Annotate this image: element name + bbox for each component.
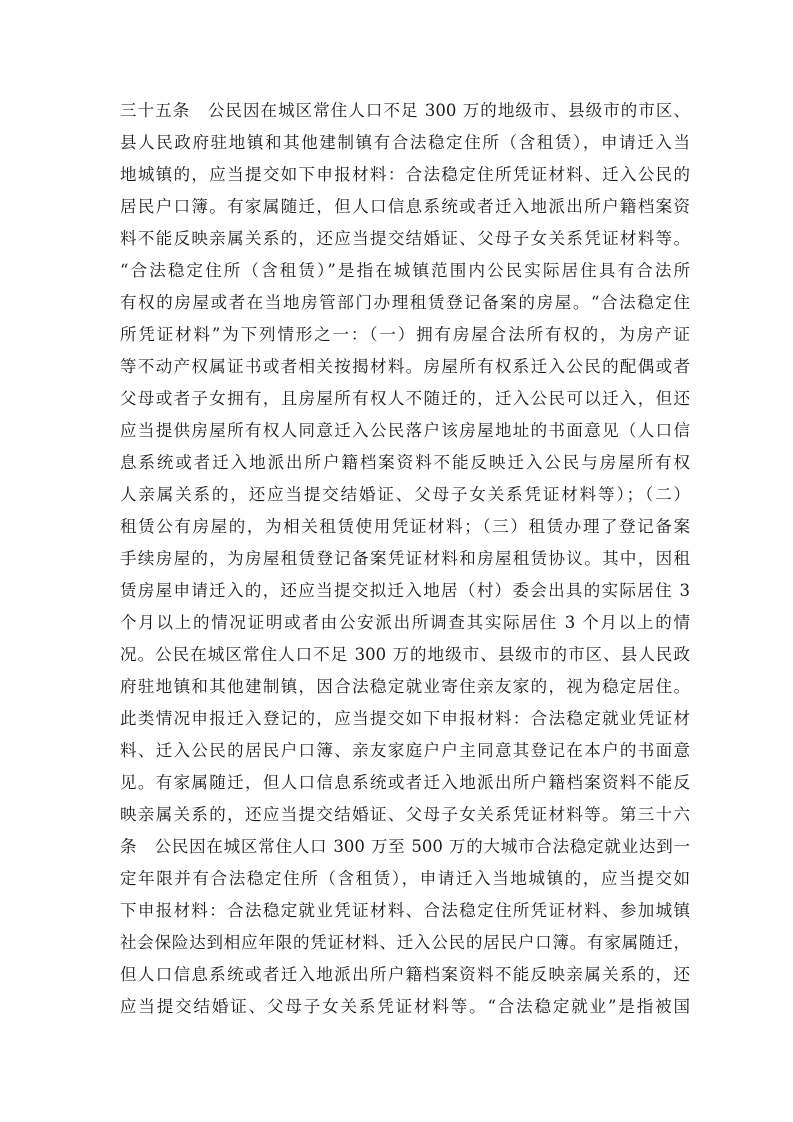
text-line: 地城镇的，应当提交如下申报材料：合法稳定住所凭证材料、迁入公民的 [120,165,690,184]
text-line: 所凭证材料”为下列情形之一：（一）拥有房屋合法所有权的，为房产证 [120,325,690,344]
text-line: 况。公民在城区常住人口不足 300 万的地级市、县级市的市区、县人民政 [120,645,690,664]
text-line: 租赁公有房屋的，为相关租赁使用凭证材料；（三）租赁办理了登记备案 [120,517,690,536]
text-line: 映亲属关系的，还应当提交结婚证、父母子女关系凭证材料等。第三十六 [120,805,690,824]
text-line: 居民户口簿。有家属随迁，但人口信息系统或者迁入地派出所户籍档案资 [120,197,690,216]
text-line: 手续房屋的，为房屋租赁登记备案凭证材料和房屋租赁协议。其中，因租 [120,549,690,568]
text-line: 人亲属关系的，还应当提交结婚证、父母子女关系凭证材料等）；（二） [120,485,690,504]
text-line: 等不动产权属证书或者相关按揭材料。房屋所有权系迁入公民的配偶或者 [120,357,690,376]
text-line: 有权的房屋或者在当地房管部门办理租赁登记备案的房屋。“合法稳定住 [120,293,690,312]
text-line: 此类情况申报迁入登记的，应当提交如下申报材料：合法稳定就业凭证材 [120,709,690,728]
text-line: 社会保险达到相应年限的凭证材料、迁入公民的居民户口簿。有家属随迁， [120,933,690,952]
text-line: 息系统或者迁入地派出所户籍档案资料不能反映迁入公民与房屋所有权 [120,453,690,472]
document-body [120,95,690,1023]
text-line: 个月以上的情况证明或者由公安派出所调查其实际居住 3 个月以上的情 [120,613,690,632]
text-line: 三十五条 公民因在城区常住人口不足 300 万的地级市、县级市的市区、 [120,101,690,120]
text-line: 府驻地镇和其他建制镇，因合法稳定就业寄住亲友家的，视为稳定居住。 [120,677,690,696]
text-line: 料不能反映亲属关系的，还应当提交结婚证、父母子女关系凭证材料等。 [120,229,690,248]
text-line: 父母或者子女拥有，且房屋所有权人不随迁的，迁入公民可以迁入，但还 [120,389,690,408]
text-line: 县人民政府驻地镇和其他建制镇有合法稳定住所（含租赁），申请迁入当 [120,133,690,152]
text-line: 应当提交结婚证、父母子女关系凭证材料等。“合法稳定就业”是指被国 [120,997,690,1016]
text-line: 下申报材料：合法稳定就业凭证材料、合法稳定住所凭证材料、参加城镇 [120,901,690,920]
text-line: 见。有家属随迁，但人口信息系统或者迁入地派出所户籍档案资料不能反 [120,773,690,792]
text-line: 料、迁入公民的居民户口簿、亲友家庭户户主同意其登记在本户的书面意 [120,741,690,760]
text-line: “合法稳定住所（含租赁）”是指在城镇范围内公民实际居住具有合法所 [120,261,690,280]
text-line: 赁房屋申请迁入的，还应当提交拟迁入地居（村）委会出具的实际居住 3 [120,581,690,600]
text-line: 应当提供房屋所有权人同意迁入公民落户该房屋地址的书面意见（人口信 [120,421,690,440]
text-line: 但人口信息系统或者迁入地派出所户籍档案资料不能反映亲属关系的，还 [120,965,690,984]
text-line: 条 公民因在城区常住人口 300 万至 500 万的大城市合法稳定就业达到一 [120,837,690,856]
text-line: 定年限并有合法稳定住所（含租赁），申请迁入当地城镇的，应当提交如 [120,869,690,888]
